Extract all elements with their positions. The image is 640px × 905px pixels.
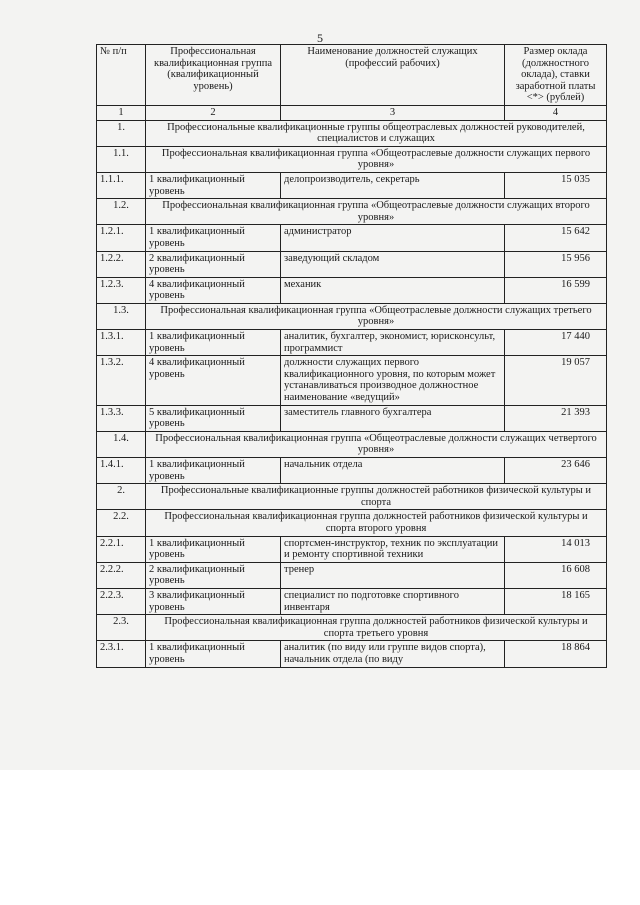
row-number: 2.2.2.	[97, 562, 146, 588]
table-row	[97, 562, 607, 588]
column-number: 2	[146, 105, 281, 120]
section-row	[97, 303, 607, 329]
position-name: аналитик, бухгалтер, экономист, юрисконсульт, программист	[281, 330, 505, 356]
position-name: спортсмен-инструктор, техник по эксплуатации и ремонту спортивной техники	[281, 536, 505, 562]
salary-value: 21 393	[505, 405, 607, 431]
section-title: Профессиональная квалификационная группа «Общеотраслевые должности служащих третьего уровня»	[146, 303, 607, 329]
qualification-level: 2 квалификационный уровень	[146, 562, 281, 588]
column-number: 4	[505, 105, 607, 120]
qualification-level: 1 квалификационный уровень	[146, 330, 281, 356]
table-body	[97, 120, 607, 667]
qualification-level: 4 квалификационный уровень	[146, 277, 281, 303]
salary-value: 16 608	[505, 562, 607, 588]
salary-value: 15 642	[505, 225, 607, 251]
position-name: заведующий складом	[281, 251, 505, 277]
section-row	[97, 615, 607, 641]
column-number: 3	[281, 105, 505, 120]
position-name: специалист по подготовке спортивного инвентаря	[281, 588, 505, 614]
section-title: Профессиональная квалификационная группа «Общеотраслевые должности служащих второго уровня»	[146, 199, 607, 225]
section-row	[97, 120, 607, 146]
position-name: заместитель главного бухгалтера	[281, 405, 505, 431]
salary-value: 15 035	[505, 172, 607, 198]
table-row	[97, 172, 607, 198]
header-salary: Размер оклада (должностного оклада), ставки заработной платы <*> (рублей)	[505, 45, 607, 106]
section-row	[97, 146, 607, 172]
table-row	[97, 405, 607, 431]
header-group: Профессиональная квалификационная группа (квалификационный уровень)	[146, 45, 281, 106]
position-name: начальник отдела	[281, 458, 505, 484]
row-number: 1.4.1.	[97, 458, 146, 484]
section-row	[97, 199, 607, 225]
table-row	[97, 536, 607, 562]
salary-value: 15 956	[505, 251, 607, 277]
table-row	[97, 251, 607, 277]
section-row	[97, 431, 607, 457]
row-number: 2.2.3.	[97, 588, 146, 614]
row-number: 1.3.1.	[97, 330, 146, 356]
row-number: 1.2.2.	[97, 251, 146, 277]
table-row	[97, 588, 607, 614]
salary-value: 18 864	[505, 641, 607, 667]
section-title: Профессиональная квалификационная группа «Общеотраслевые должности служащих четвертого уровня»	[146, 431, 607, 457]
header-num: № п/п	[97, 45, 146, 106]
position-name: должности служащих первого квалификационного уровня, по которым может устанавливаться производное должностное наименование «ведущий»	[281, 356, 505, 405]
table-row	[97, 641, 607, 667]
section-number: 2.3.	[97, 615, 146, 641]
section-number: 2.2.	[97, 510, 146, 536]
row-number: 1.1.1.	[97, 172, 146, 198]
position-name: администратор	[281, 225, 505, 251]
section-row	[97, 484, 607, 510]
table-row	[97, 330, 607, 356]
salary-value: 14 013	[505, 536, 607, 562]
section-title: Профессиональные квалификационные группы должностей работников физической культуры и спорта	[146, 484, 607, 510]
position-name: тренер	[281, 562, 505, 588]
table-row	[97, 277, 607, 303]
section-title: Профессиональная квалификационная группа должностей работников физической культуры и спорта второго уровня	[146, 510, 607, 536]
table-row	[97, 225, 607, 251]
row-number: 2.2.1.	[97, 536, 146, 562]
position-name: делопроизводитель, секретарь	[281, 172, 505, 198]
column-numbers-row	[97, 105, 607, 120]
table-header-row	[97, 45, 607, 106]
qualification-level: 1 квалификационный уровень	[146, 172, 281, 198]
section-number: 1.2.	[97, 199, 146, 225]
qualification-level: 1 квалификационный уровень	[146, 536, 281, 562]
table-row	[97, 356, 607, 405]
qualification-level: 3 квалификационный уровень	[146, 588, 281, 614]
qualification-level: 1 квалификационный уровень	[146, 225, 281, 251]
qualification-level: 4 квалификационный уровень	[146, 356, 281, 405]
salary-table	[96, 44, 607, 668]
position-name: аналитик (по виду или группе видов спорта), начальник отдела (по виду	[281, 641, 505, 667]
row-number: 1.3.3.	[97, 405, 146, 431]
salary-value: 19 057	[505, 356, 607, 405]
section-number: 1.	[97, 120, 146, 146]
qualification-level: 1 квалификационный уровень	[146, 641, 281, 667]
salary-value: 23 646	[505, 458, 607, 484]
section-number: 1.1.	[97, 146, 146, 172]
row-number: 2.3.1.	[97, 641, 146, 667]
qualification-level: 1 квалификационный уровень	[146, 458, 281, 484]
salary-value: 18 165	[505, 588, 607, 614]
salary-value: 16 599	[505, 277, 607, 303]
qualification-level: 5 квалификационный уровень	[146, 405, 281, 431]
row-number: 1.2.3.	[97, 277, 146, 303]
position-name: механик	[281, 277, 505, 303]
section-row	[97, 510, 607, 536]
row-number: 1.3.2.	[97, 356, 146, 405]
section-number: 2.	[97, 484, 146, 510]
row-number: 1.2.1.	[97, 225, 146, 251]
page-number: 5	[317, 31, 323, 45]
table-row	[97, 458, 607, 484]
column-number: 1	[97, 105, 146, 120]
section-number: 1.4.	[97, 431, 146, 457]
section-number: 1.3.	[97, 303, 146, 329]
header-position: Наименование должностей служащих (профессий рабочих)	[281, 45, 505, 106]
section-title: Профессиональная квалификационная группа должностей работников физической культуры и спорта третьего уровня	[146, 615, 607, 641]
qualification-level: 2 квалификационный уровень	[146, 251, 281, 277]
salary-value: 17 440	[505, 330, 607, 356]
section-title: Профессиональные квалификационные группы общеотраслевых должностей руководителей, специалистов и служащих	[146, 120, 607, 146]
section-title: Профессиональная квалификационная группа «Общеотраслевые должности служащих первого уровня»	[146, 146, 607, 172]
